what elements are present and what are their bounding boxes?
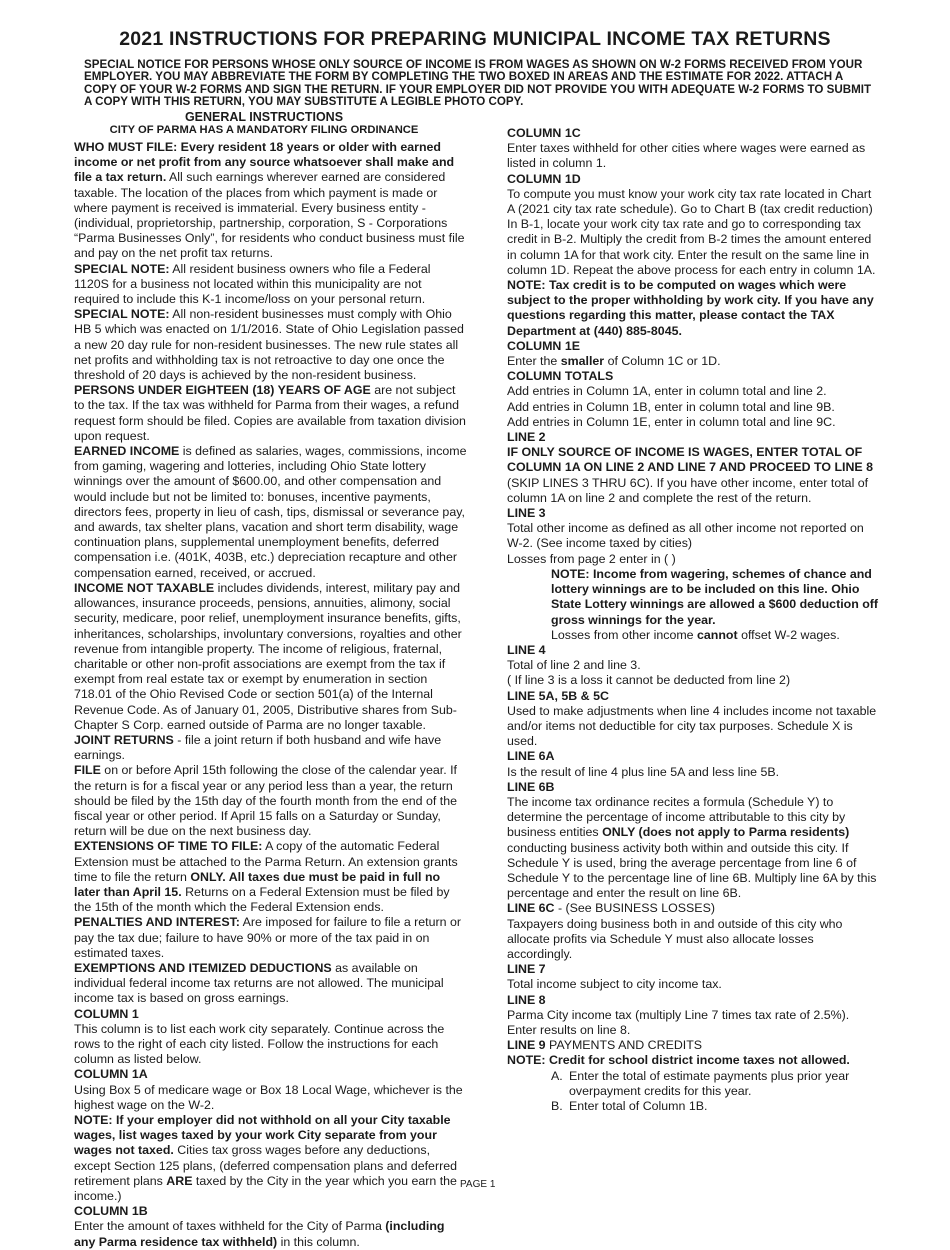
line-8-text: Parma City income tax (multiply Line 7 times tax rate of 2.5%). Enter results on line 8. <box>507 1007 850 1037</box>
who-must-file: WHO MUST FILE: Every resident 18 years or older with earned income or net profit from any source whatsoever shall make and file a tax return. All such earnings wherever earned are considered taxable. The location of the places from which payment is made or where payment is received is immaterial. Every business entity - (individual, proprietorship, partnership, corporation, S - Corporations “Parma Businesses Only”, for residents who conduct business must file and pay on the net profit tax returns. <box>74 140 465 261</box>
mandatory-filing-subheading: CITY OF PARMA HAS A MANDATORY FILING ORDINANCE <box>109 124 419 136</box>
line-2-text: IF ONLY SOURCE OF INCOME IS WAGES, ENTER TOTAL OF COLUMN 1A ON LINE 2 AND LINE 7 AND PROCEED TO LINE 8 (SKIP LINES 3 THRU 6C). If you have other income, enter total of column 1A on line 2 and complete the rest of the return. <box>507 445 874 505</box>
line-9-heading: LINE 9 PAYMENTS AND CREDITS <box>507 1038 703 1053</box>
line-6b-heading: LINE 6B <box>507 779 555 794</box>
column-1-text: This column is to list each work city separately. Continue across the rows to the right of each city listed. Follow the instructions for each column as listed below. <box>74 1021 445 1067</box>
line-3-note: NOTE: Income from wagering, schemes of chance and lottery winnings are to be included on this line. Ohio State Lottery winnings are allowed a $600 deduction off gross winnings for the year. <box>551 566 879 627</box>
line-5-heading: LINE 5A, 5B & 5C <box>507 688 609 703</box>
line-3-other-losses: Losses from other income cannot offset W-2 wages. <box>551 627 840 642</box>
special-note-2: SPECIAL NOTE: All non-resident businesses must comply with Ohio HB 5 which was enacted on 1/1/2016. State of Ohio Legislation passed a new 20 day rule for non-resident businesses. The new rule states all net profits and withholding tax is not retroactive to day one once the threshold of 20 days is achieved by the non-resident business. <box>74 307 464 383</box>
line-3-losses: Losses from page 2 enter in ( ) <box>507 551 676 566</box>
line-6c-heading: LINE 6C - (See BUSINESS LOSSES) <box>507 901 715 916</box>
persons-under-18: PERSONS UNDER EIGHTEEN (18) YEARS OF AGE are not subject to the tax. If the tax was withheld for Parma from their wages, a refund request form should be filed. Copies are available from taxation division upon request. <box>74 383 466 443</box>
line-4-text-1: Total of line 2 and line 3. <box>507 658 641 673</box>
special-notice: SPECIAL NOTICE FOR PERSONS WHOSE ONLY SOURCE OF INCOME IS FROM WAGES AS SHOWN ON W-2 FORMS RECEIVED FROM YOUR EMPLOYER. YOU MAY ABBREVIATE THE FORM BY COMPLETING THE TWO BOXED IN AREAS AND THE ESTIMATE FOR 2022. ATTACH A COPY OF YOUR W-2 FORMS AND SIGN THE RETURN. IF YOUR EMPLOYER DID NOT PROVIDE YOU WITH ADEQUATE W-2 FORMS TO SUBMIT A COPY WITH THIS RETURN, YOU MAY SUBSTITUTE A LEGIBLE PHOTO COPY. <box>84 58 872 109</box>
special-note-1: SPECIAL NOTE: All resident business owners who file a Federal 1120S for a business not located within this municipality are not required to include this K-1 income/loss on your personal return. <box>74 261 431 307</box>
left-column <box>74 140 468 1250</box>
column-1b-text: Enter the amount of taxes withheld for the City of Parma (including any Parma residence tax withheld) in this column. <box>74 1219 445 1249</box>
income-not-taxable: INCOME NOT TAXABLE includes dividends, interest, military pay and allowances, insurance proceeds, pensions, annuities, alimony, social security, medicare, poor relief, unemployment insurance benefits, gifts, inheritances, scholarships, involuntary conversions, royalties and other revenue from intangible property. The income of religious, fraternal, charitable or other non-profit associations are exempt from the tax if exempt from real estate tax or exempt by enumeration in section 718.01 of the Ohio Revised Code or section 501(a) of the Internal Revenue Code. As of January 01, 2005, Distributive shares from Sub-Chapter S Corp. earned outside of Parma are no longer taxable. <box>74 580 462 732</box>
column-totals-1b: Add entries in Column 1B, enter in column total and line 9B. <box>507 399 835 414</box>
column-1d-heading: COLUMN 1D <box>507 171 581 186</box>
general-instructions-heading: GENERAL INSTRUCTIONS <box>184 110 344 124</box>
column-1d-note: NOTE: Tax credit is to be computed on wages which were subject to the proper withholding by work city. If you have any questions regarding this matter, please contact the TAX Department at (440) 885-8045. <box>507 278 874 338</box>
column-totals-1e: Add entries in Column 1E, enter in column total and line 9C. <box>507 414 836 429</box>
column-1a-note: NOTE: If your employer did not withhold on all your City taxable wages, list wages taxed by your work City separate from your wages not taxed. Cities tax gross wages before any deductions, except Section 125 plans, (deferred compensation plans and deferred retirement plans ARE taxed by the City in the year which you earn the income.) <box>74 1113 457 1204</box>
penalties: PENALTIES AND INTEREST: Are imposed for failure to file a return or pay the tax due; failure to have 90% or more of the tax paid in on estimated taxes. <box>74 915 461 960</box>
column-1a-heading: COLUMN 1A <box>74 1067 148 1082</box>
line-8-heading: LINE 8 <box>507 992 546 1007</box>
earned-income: EARNED INCOME is defined as salaries, wages, commissions, income from gaming, wagering and lotteries, including Ohio State lottery winnings over the amount of $600.00, and other compensation and would include but not be limited to: bonuses, incentive payments, directors fees, property in lieu of cash, tips, dismissal or severance pay, and awards, tax shelter plans, vacation and short term disability, wage continuation plans, supplemental unemployment benefits, deferred compensation i.e. (401K, 403B, etc.) depreciation recapture and other compensation earned, received, or accrued. <box>74 444 467 580</box>
line-6a-heading: LINE 6A <box>507 749 555 764</box>
line-5-text: Used to make adjustments when line 4 includes income not taxable and/or items not deductible for city tax purposes. Schedule X is used. <box>507 703 877 749</box>
column-1e-text: Enter the smaller of Column 1C or 1D. <box>507 354 721 369</box>
line-6b-text: The income tax ordinance recites a formula (Schedule Y) to determine the percentage of income attributable to this city by business entities ONLY (does not apply to Parma residents) conducting business activity both within and outside this city. If Schedule Y is used, bring the average percentage from line 6 of Schedule Y to the percentage line of line 6B. Multiply line 6A by this percentage and enter the result on line 6B. <box>507 794 877 901</box>
line-3-heading: LINE 3 <box>507 506 546 521</box>
column-1b-heading: COLUMN 1B <box>74 1204 148 1219</box>
column-1c-heading: COLUMN 1C <box>507 126 581 140</box>
page-title: 2021 INSTRUCTIONS FOR PREPARING MUNICIPAL INCOME TAX RETURNS <box>119 28 831 50</box>
file-deadline: FILE on or before April 15th following the close of the calendar year. If the return is for a fiscal year or any period less than a year, the return should be filed by the 15th day of the fourth month from the end of the fiscal year or other period. If April 15 falls on a Saturday or Sunday, return will be due on the next business day. <box>74 763 457 839</box>
line-4-text-2: ( If line 3 is a loss it cannot be deducted from line 2) <box>507 673 791 688</box>
line-9-note: NOTE: Credit for school district income taxes not allowed. <box>507 1053 850 1068</box>
column-1c-text: Enter taxes withheld for other cities where wages were earned as listed in column 1. <box>507 141 866 171</box>
column-totals-heading: COLUMN TOTALS <box>507 369 614 384</box>
column-1-heading: COLUMN 1 <box>74 1006 139 1021</box>
right-column <box>507 126 881 1114</box>
page-number: PAGE 1 <box>460 1179 496 1190</box>
extensions: EXTENSIONS OF TIME TO FILE: A copy of the automatic Federal Extension must be attached to the Parma Return. An extension grants time to file the return ONLY. All taxes due must be paid in full no later than April 15. Returns on a Federal Extension must be filed by the 15th of the month which the Federal Extension ends. <box>74 839 458 915</box>
column-1d-text: To compute you must know your work city tax rate located in Chart A (2021 city tax rate schedule). Go to Chart B (tax credit reduction) In B-1, locate your work city tax rate and go to corresponding tax credit in B-2. Multiply the credit from B-2 times the amount entered in column 1A for that work city. Enter the result on the same line in column 1D. Repeat the above process for each entry in column 1A. <box>507 186 876 277</box>
column-totals-1a: Add entries in Column 1A, enter in column total and line 2. <box>507 384 827 399</box>
line-7-heading: LINE 7 <box>507 962 546 977</box>
line-9b-item: B. Enter total of Column 1B. <box>551 1099 708 1113</box>
exemptions: EXEMPTIONS AND ITEMIZED DEDUCTIONS as available on individual federal income tax returns are not allowed. The municipal income tax is based on gross earnings. <box>74 960 444 1006</box>
column-1a-text: Using Box 5 of medicare wage or Box 18 Local Wage, whichever is the highest wage on the W-2. <box>74 1082 463 1112</box>
line-6a-text: Is the result of line 4 plus line 5A and less line 5B. <box>507 764 780 779</box>
joint-returns: JOINT RETURNS - file a joint return if both husband and wife have earnings. <box>74 732 442 763</box>
column-1e-heading: COLUMN 1E <box>507 338 580 353</box>
line-3-text: Total other income as defined as all other income not reported on W-2. (See income taxed by cities) <box>507 521 864 551</box>
line-4-heading: LINE 4 <box>507 642 546 657</box>
line-7-text: Total income subject to city income tax. <box>507 977 722 992</box>
line-2-heading: LINE 2 <box>507 430 546 445</box>
line-6c-text: Taxpayers doing business both in and outside of this city who allocate profits via Schedule Y must also allocate losses accordingly. <box>507 916 843 961</box>
line-9a-item: A. Enter the total of estimate payments plus prior year overpayment credits for this year. <box>551 1068 850 1098</box>
